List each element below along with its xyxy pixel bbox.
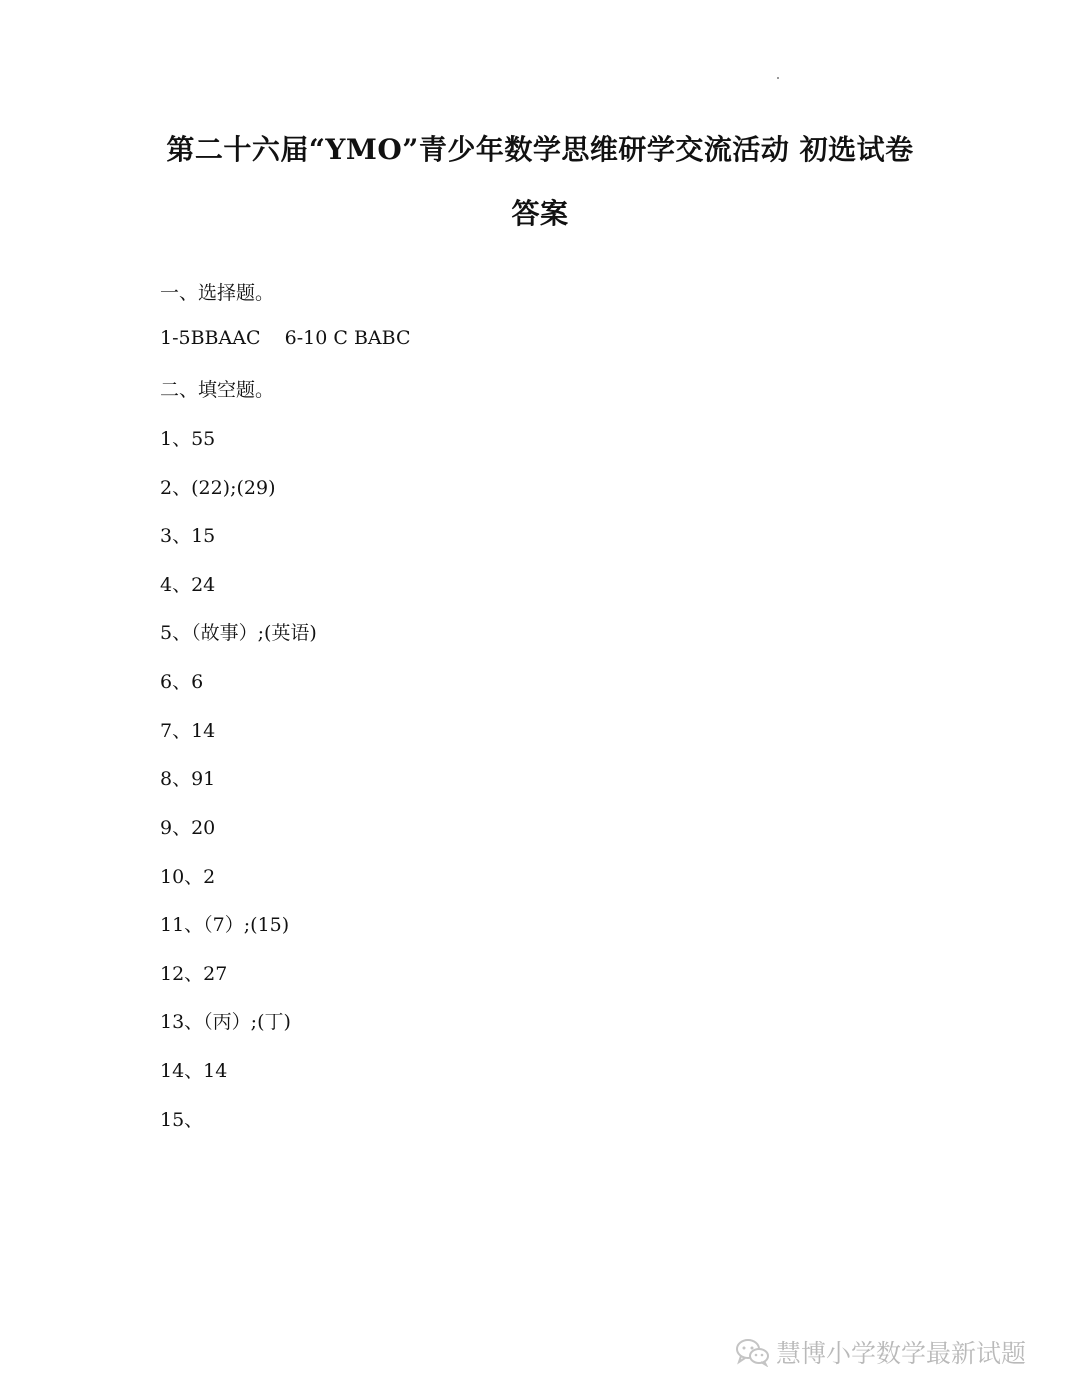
document-subtitle: 答案	[511, 197, 569, 230]
fill-answer-item: 14、14	[160, 1060, 228, 1082]
fill-answer-item: 12、27	[160, 963, 228, 985]
watermark	[734, 1334, 1026, 1370]
fill-answer-item: 9、20	[160, 817, 216, 839]
scan-speck	[777, 77, 779, 79]
fill-answer-item: 10、2	[160, 866, 216, 888]
fill-answer-item: 3、15	[160, 525, 216, 547]
document-title: 第二十六届“YMO”青少年数学思维研学交流活动 初选试卷	[166, 133, 914, 166]
fill-answer-item: 13、（丙）;(丁)	[160, 1011, 291, 1033]
choice-answers: 1-5BBAAC 6-10 C BABC	[160, 327, 411, 349]
fill-answer-item: 6、6	[160, 671, 204, 693]
fill-answer-item: 2、(22);(29)	[160, 477, 276, 499]
fill-answer-item: 1、55	[160, 428, 216, 450]
section-heading-fill: 二、填空题。	[160, 379, 275, 401]
fill-answer-item: 5、（故事）;(英语)	[160, 622, 317, 644]
fill-answer-item: 11、（7）;(15)	[160, 914, 290, 936]
section-heading-choice: 一、选择题。	[160, 282, 275, 304]
fill-answer-item: 15、	[160, 1109, 204, 1131]
fill-answer-item: 4、24	[160, 574, 216, 596]
fill-answer-item: 7、14	[160, 720, 216, 742]
wechat-icon	[734, 1337, 770, 1367]
watermark-text: 慧博小学数学最新试题	[776, 1339, 1027, 1368]
fill-answer-item: 8、91	[160, 768, 216, 790]
